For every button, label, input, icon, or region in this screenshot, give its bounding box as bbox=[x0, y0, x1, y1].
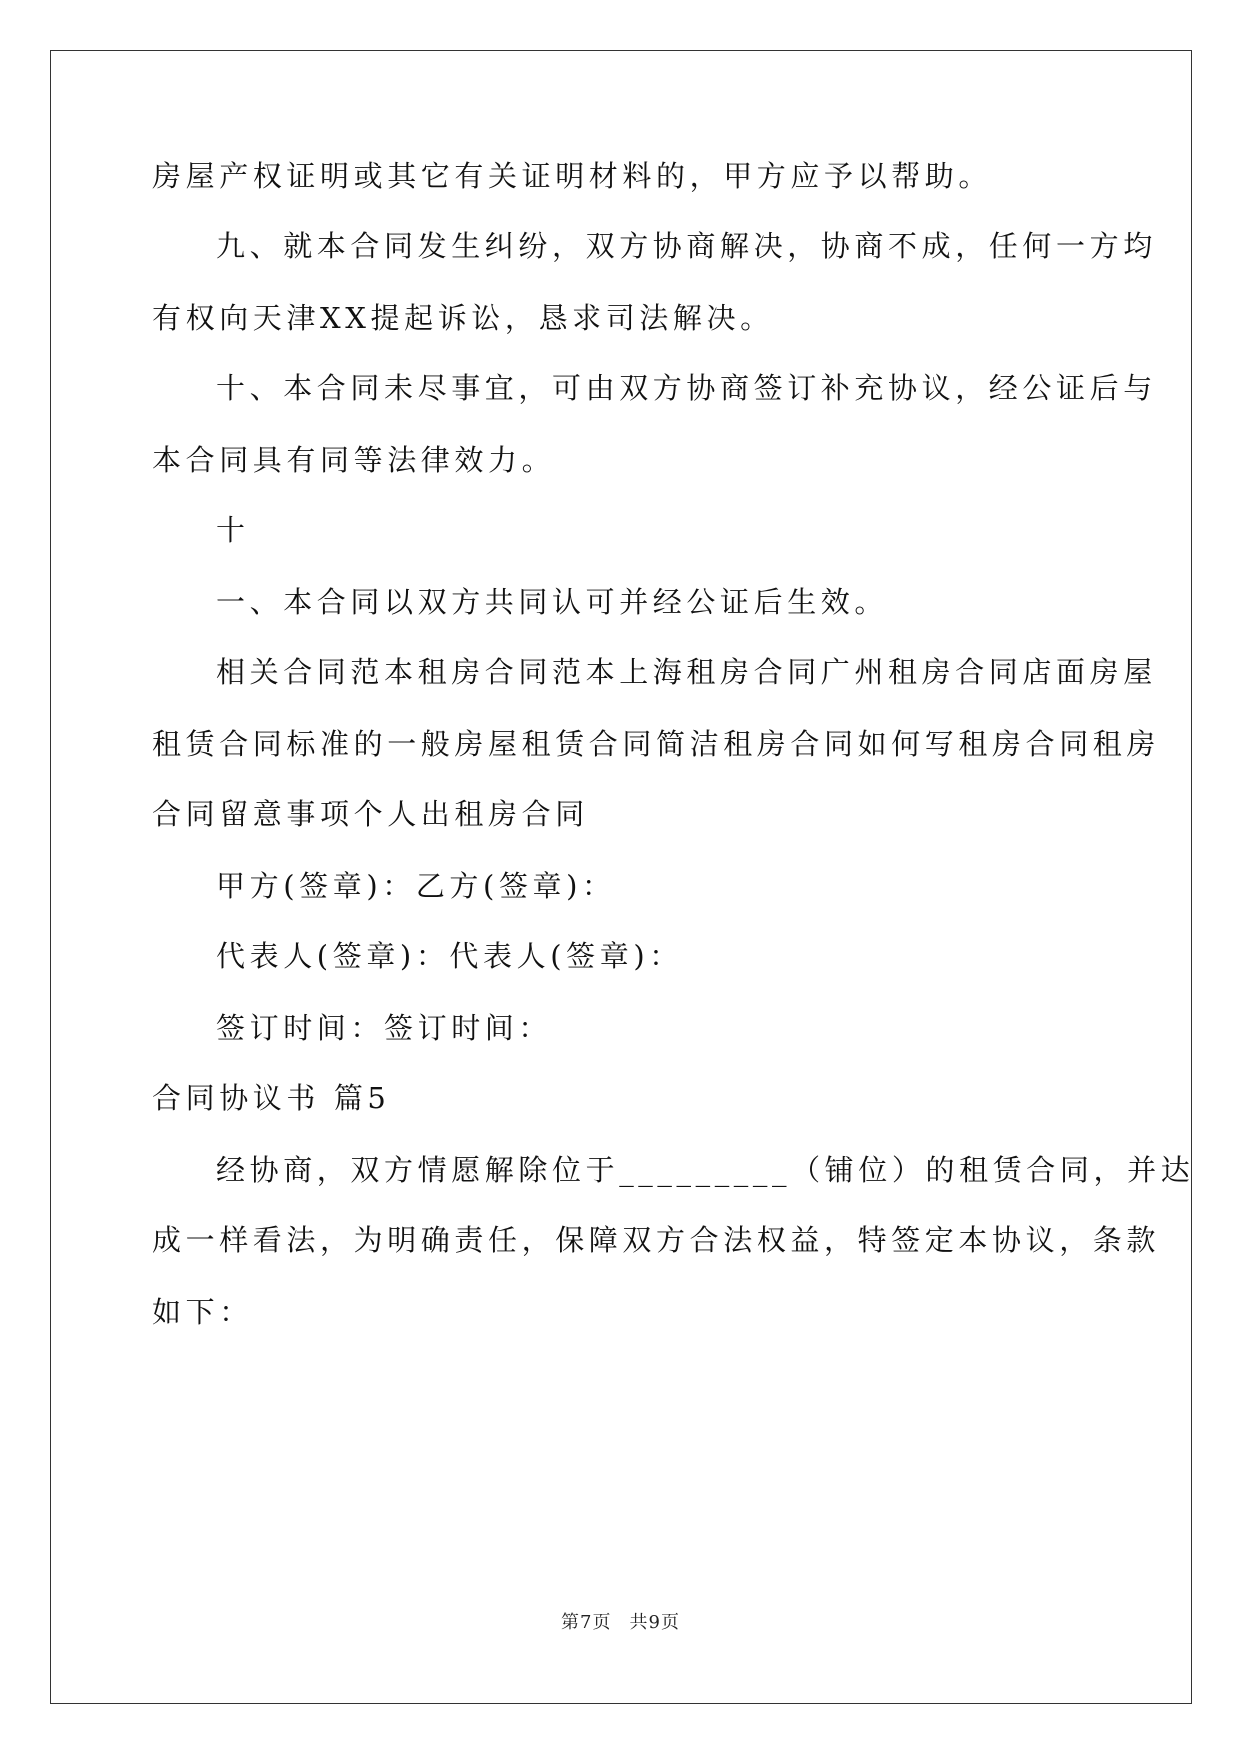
signature-line-parties: 甲方(签章)：乙方(签章)： bbox=[216, 869, 616, 903]
paragraph-line: 成一样看法，为明确责任，保障双方合法权益，特签定本协议，条款 bbox=[152, 1223, 1161, 1257]
paragraph-line: 一、本合同以双方共同认可并经公证后生效。 bbox=[216, 585, 889, 619]
signature-line-dates: 签订时间：签订时间： bbox=[216, 1011, 553, 1045]
paragraph-line: 如下： bbox=[152, 1295, 253, 1329]
paragraph-line: 相关合同范本租房合同范本上海租房合同广州租房合同店面房屋 bbox=[216, 655, 1157, 689]
paragraph-line: 九、就本合同发生纠纷，双方协商解决，协商不成，任何一方均 bbox=[216, 229, 1157, 263]
paragraph-line: 十、本合同未尽事宜，可由双方协商签订补充协议，经公证后与 bbox=[216, 371, 1157, 405]
paragraph-line: 有权向天津XX提起诉讼，恳求司法解决。 bbox=[152, 301, 774, 335]
section-heading: 合同协议书 篇5 bbox=[152, 1081, 391, 1115]
page-number: 第7页 bbox=[561, 1612, 612, 1633]
paragraph-line: 本合同具有同等法律效力。 bbox=[152, 443, 556, 477]
paragraph-line: 租赁合同标准的一般房屋租赁合同简洁租房合同如何写租房合同租房 bbox=[152, 727, 1161, 761]
paragraph-line: 合同留意事项个人出租房合同 bbox=[152, 797, 589, 831]
paragraph-line: 房屋产权证明或其它有关证明材料的，甲方应予以帮助。 bbox=[152, 159, 993, 193]
signature-line-representatives: 代表人(签章)：代表人(签章)： bbox=[216, 939, 683, 973]
page-total: 共9页 bbox=[629, 1612, 680, 1633]
paragraph-line: 经协商，双方情愿解除位于_________（铺位）的租赁合同，并达 bbox=[216, 1153, 1195, 1187]
page-footer bbox=[0, 1608, 1241, 1634]
paragraph-line: 十 bbox=[216, 513, 250, 547]
